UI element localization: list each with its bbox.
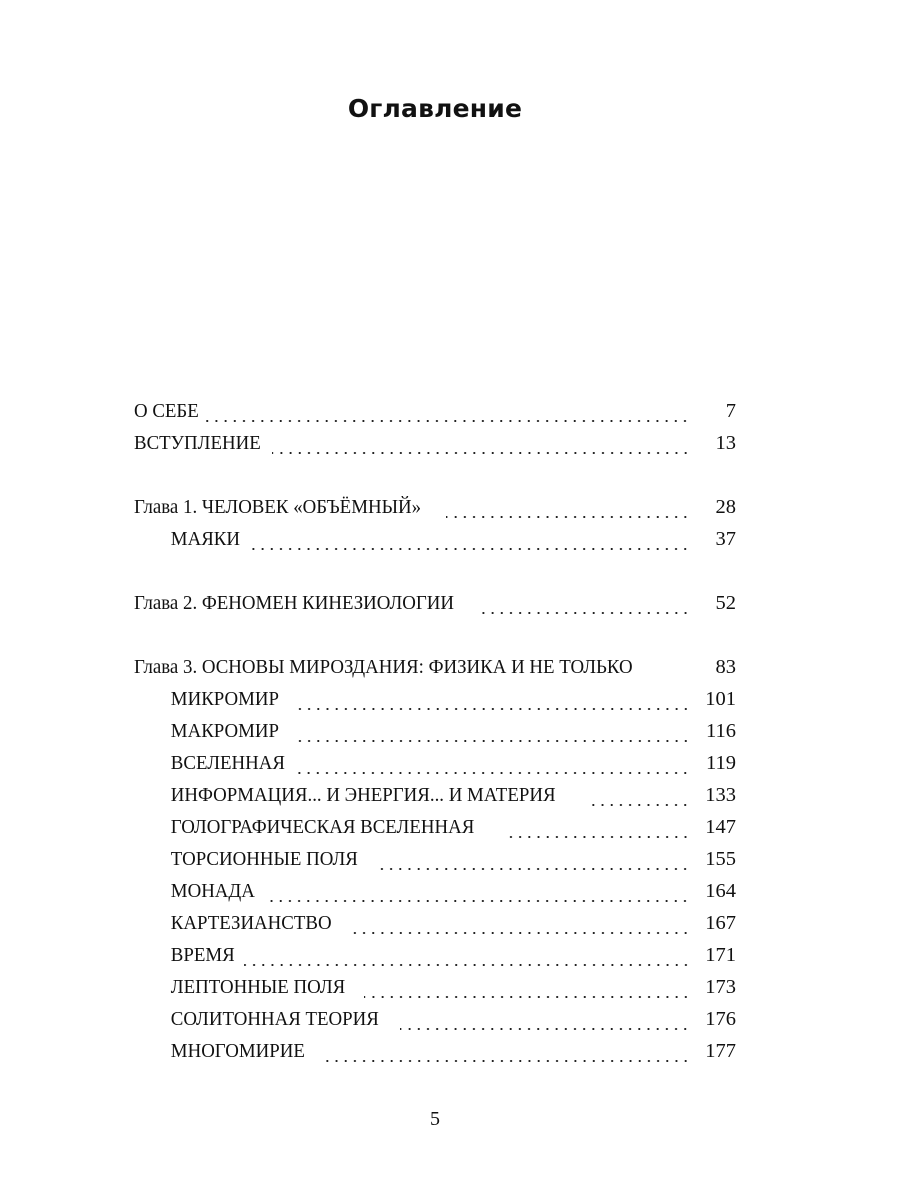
toc-entry-page: 173 — [705, 976, 736, 998]
toc-entry-monada[interactable] — [134, 880, 736, 910]
dot-leader — [592, 789, 690, 809]
toc-entry-label: МНОГОМИРИЕ — [170, 1040, 305, 1062]
toc-entry-label: Глава 3. ОСНОВЫ МИРОЗДАНИЯ: ФИЗИКА И НЕ ТОЛЬКО — [134, 656, 633, 678]
toc-entry-label: ИНФОРМАЦИЯ... И ЭНЕРГИЯ... И МАТЕРИЯ — [170, 784, 556, 806]
toc-entry-label: МАЯКИ — [170, 528, 240, 550]
toc-entry-makromir[interactable] — [134, 720, 736, 750]
toc-entry-page: 28 — [715, 496, 736, 518]
dot-leader — [364, 981, 690, 1001]
toc-entry-mnogomirie[interactable] — [134, 1040, 736, 1070]
dot-leader — [292, 725, 690, 745]
toc-entry-page: 37 — [715, 528, 736, 550]
page-title: Оглавление — [347, 94, 523, 123]
toc-entry-vremya[interactable] — [134, 944, 736, 974]
toc-entry-page: 177 — [705, 1040, 736, 1062]
toc-entry-leptonnye[interactable] — [134, 976, 736, 1006]
toc-entry-page: 13 — [715, 432, 736, 454]
toc-entry-mikromir[interactable] — [134, 688, 736, 718]
toc-entry-informatsiya[interactable] — [134, 784, 736, 814]
toc-entry-label: ВСТУПЛЕНИЕ — [134, 432, 261, 454]
toc-entry-label: КАРТЕЗИАНСТВО — [170, 912, 332, 934]
toc-entry-label: ВСЕЛЕННАЯ — [170, 752, 285, 774]
toc-entry-mayaki[interactable] — [134, 528, 736, 558]
toc-entry-page: 101 — [705, 688, 736, 710]
toc-entry-page: 171 — [705, 944, 736, 966]
dot-leader — [377, 853, 690, 873]
dot-leader — [272, 437, 690, 457]
dot-leader — [298, 757, 690, 777]
toc-entry-kartezianstvo[interactable] — [134, 912, 736, 942]
dot-leader — [244, 949, 691, 969]
toc-entry-label: Глава 2. ФЕНОМЕН КИНЕЗИОЛОГИИ — [134, 592, 455, 614]
toc-entry-chapter-2[interactable] — [134, 592, 736, 622]
dot-leader — [482, 597, 690, 617]
toc-entry-golograficheskaya[interactable] — [134, 816, 736, 846]
toc-entry-page: 83 — [715, 656, 736, 678]
toc-entry-label: ВРЕМЯ — [170, 944, 235, 966]
dot-leader — [249, 533, 690, 553]
toc-entry-page: 167 — [705, 912, 736, 934]
toc-entry-chapter-1[interactable] — [134, 496, 736, 526]
dot-leader — [320, 1045, 690, 1065]
toc-entry-o-sebe[interactable] — [134, 400, 736, 430]
toc-entry-page: 176 — [705, 1008, 736, 1030]
toc-entry-label: О СЕБЕ — [134, 400, 199, 422]
toc-entry-page: 155 — [705, 848, 736, 870]
toc-entry-vselennaya[interactable] — [134, 752, 736, 782]
dot-leader — [504, 821, 690, 841]
toc-entry-torsionnye[interactable] — [134, 848, 736, 878]
toc-entry-label: Глава 1. ЧЕЛОВЕК «ОБЪЁМНЫЙ» — [134, 496, 422, 518]
toc-entry-page: 119 — [706, 752, 736, 774]
toc-entry-label: СОЛИТОННАЯ ТЕОРИЯ — [170, 1008, 379, 1030]
dot-leader — [349, 917, 690, 937]
toc-entry-page: 147 — [705, 816, 736, 838]
toc-entry-label: ТОРСИОННЫЕ ПОЛЯ — [170, 848, 358, 870]
toc-entry-page: 52 — [715, 592, 736, 614]
page-number: 5 — [430, 1108, 440, 1130]
dot-leader — [204, 405, 690, 425]
toc-entry-label: МОНАДА — [170, 880, 255, 902]
toc-entry-solitonnaya[interactable] — [134, 1008, 736, 1038]
toc-entry-page: 133 — [705, 784, 736, 806]
toc-entry-label: МИКРОМИР — [170, 688, 280, 710]
dot-leader — [446, 501, 690, 521]
toc-entry-page: 7 — [725, 400, 736, 422]
toc-entry-chapter-3[interactable] — [134, 656, 736, 686]
toc-entry-label: ЛЕПТОННЫЕ ПОЛЯ — [170, 976, 346, 998]
dot-leader — [400, 1013, 690, 1033]
toc-entry-page: 164 — [705, 880, 736, 902]
toc-entry-label: ГОЛОГРАФИЧЕСКАЯ ВСЕЛЕННАЯ — [170, 816, 475, 838]
toc-entry-label: МАКРОМИР — [170, 720, 280, 742]
toc-entry-vstuplenie[interactable] — [134, 432, 736, 462]
dot-leader — [265, 885, 690, 905]
toc-entry-page: 116 — [706, 720, 736, 742]
dot-leader — [292, 693, 690, 713]
